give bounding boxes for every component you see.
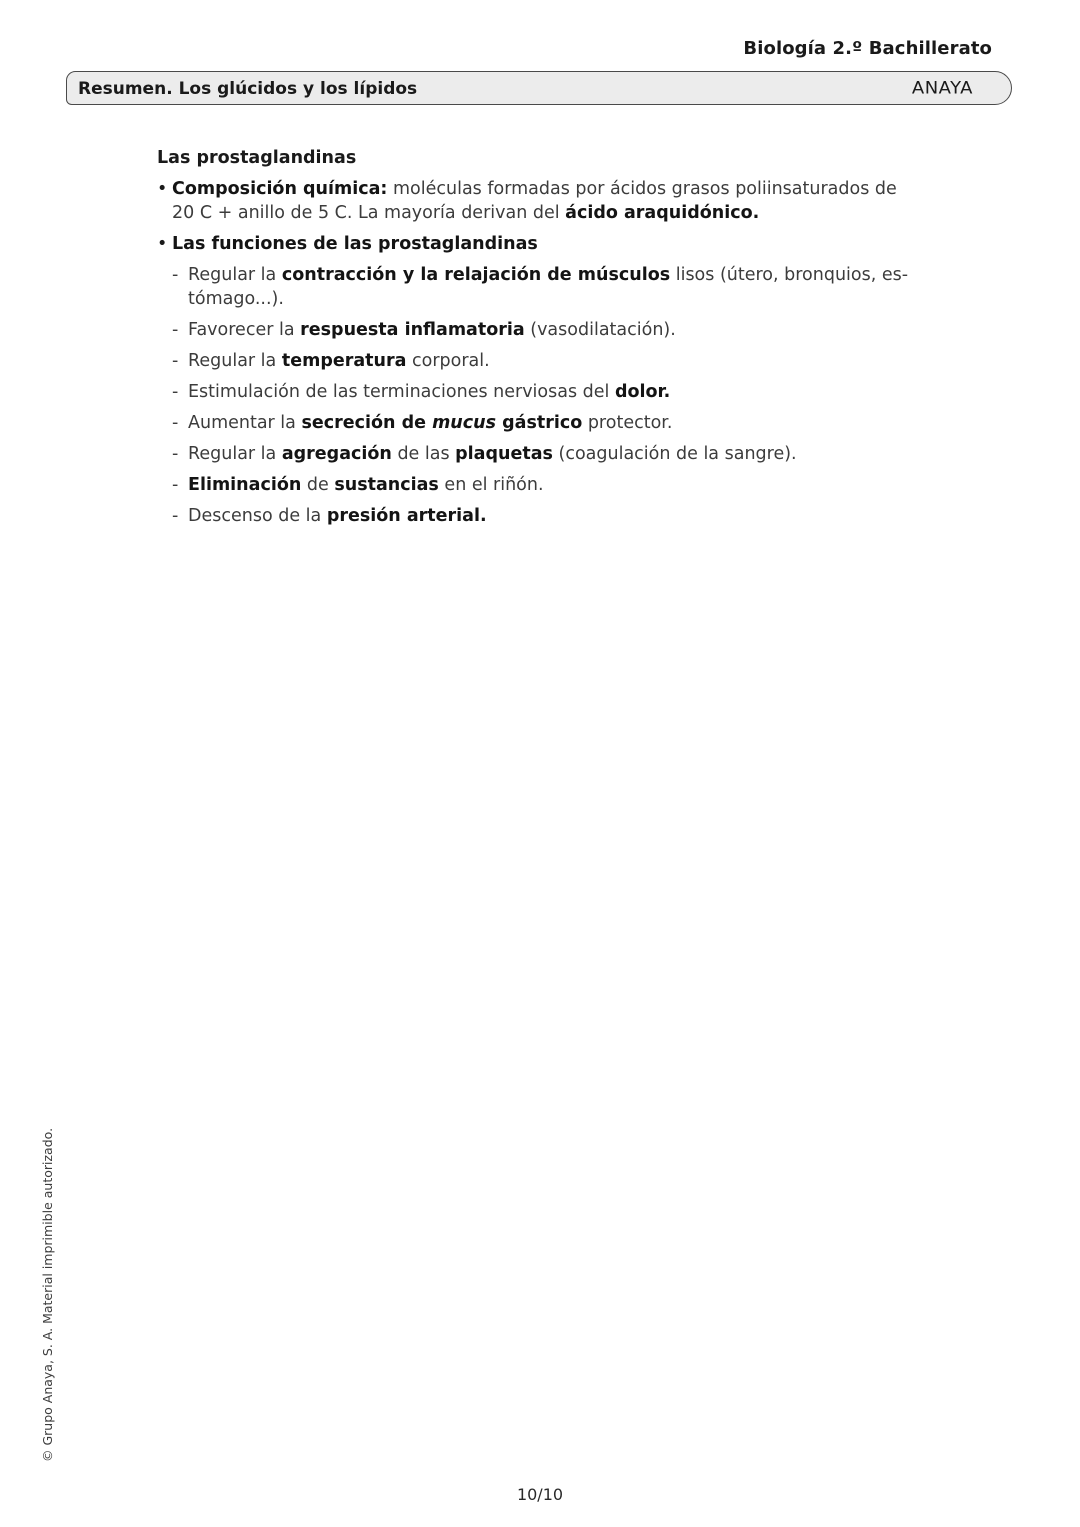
text-normal: Aumentar la <box>188 413 302 433</box>
text-bold: sustancias <box>334 475 439 495</box>
dash-marker: - <box>172 382 179 402</box>
bullet-functions <box>157 232 917 256</box>
text-bold: dolor. <box>614 382 671 402</box>
text-normal: (vasodilatación). <box>524 320 676 340</box>
text-normal: Regular la <box>188 444 282 464</box>
subject-title: Biología 2.º Bachillerato <box>743 38 992 59</box>
document-title: Resumen. Los glúcidos y los lípidos <box>78 79 418 99</box>
text-bold: agregación <box>281 444 392 464</box>
dash-marker: - <box>172 413 179 433</box>
text-bold: secreción de <box>301 413 433 433</box>
composition-text: moléculas formadas por ácidos grasos poliinsaturados de 20 C + anillo de 5 C. La mayoría derivan del <box>172 179 897 223</box>
list-item <box>157 380 917 404</box>
copyright-notice: © Grupo Anaya, S. A. Material imprimible autorizado. <box>40 1127 55 1462</box>
text-bold-italic: mucus <box>432 413 497 433</box>
text-bold: contracción y la relajación de músculos <box>281 265 671 285</box>
dash-marker: - <box>172 351 179 371</box>
text-bold: gástrico <box>496 413 583 433</box>
composition-bold: ácido araquidónico. <box>565 203 760 223</box>
text-bold: temperatura <box>281 351 407 371</box>
dash-marker: - <box>172 265 179 285</box>
functions-list <box>157 263 917 528</box>
list-item <box>157 263 917 311</box>
list-item <box>157 349 917 373</box>
text-normal: de las <box>391 444 456 464</box>
page-number: 10/10 <box>516 1485 564 1504</box>
list-item <box>157 411 917 435</box>
functions-title: Las funciones de las prostaglandinas <box>172 234 538 254</box>
section-title: Las prostaglandinas <box>157 148 357 168</box>
header-bar <box>66 71 1012 105</box>
text-bold: Eliminación <box>188 475 302 495</box>
dash-marker: - <box>172 506 179 526</box>
dash-marker: - <box>172 320 179 340</box>
dash-marker: - <box>172 444 179 464</box>
list-item <box>157 442 917 466</box>
text-normal: protector. <box>582 413 673 433</box>
text-normal: Regular la <box>188 351 282 371</box>
text-bold: presión arterial. <box>326 506 487 526</box>
text-normal: de <box>301 475 335 495</box>
text-bold: respuesta inflamatoria <box>300 320 525 340</box>
bullet-composition <box>157 177 917 225</box>
text-normal: corporal. <box>406 351 490 371</box>
list-item <box>157 318 917 342</box>
text-normal: lisos (útero, bronquios, es- tómago...). <box>188 265 909 309</box>
text-normal: Descenso de la <box>188 506 327 526</box>
text-normal: Estimulación de las terminaciones nerviosas del <box>188 382 615 402</box>
list-item <box>157 473 917 497</box>
anaya-logo: ANAYA <box>911 78 973 99</box>
text-bold: plaquetas <box>455 444 553 464</box>
text-normal: Regular la <box>188 265 282 285</box>
main-content <box>157 146 917 535</box>
dash-marker: - <box>172 475 179 495</box>
text-normal: Favorecer la <box>188 320 301 340</box>
list-item <box>157 504 917 528</box>
text-normal: en el riñón. <box>438 475 544 495</box>
text-normal: (coagulación de la sangre). <box>552 444 797 464</box>
composition-label: Composición química: <box>172 179 388 199</box>
